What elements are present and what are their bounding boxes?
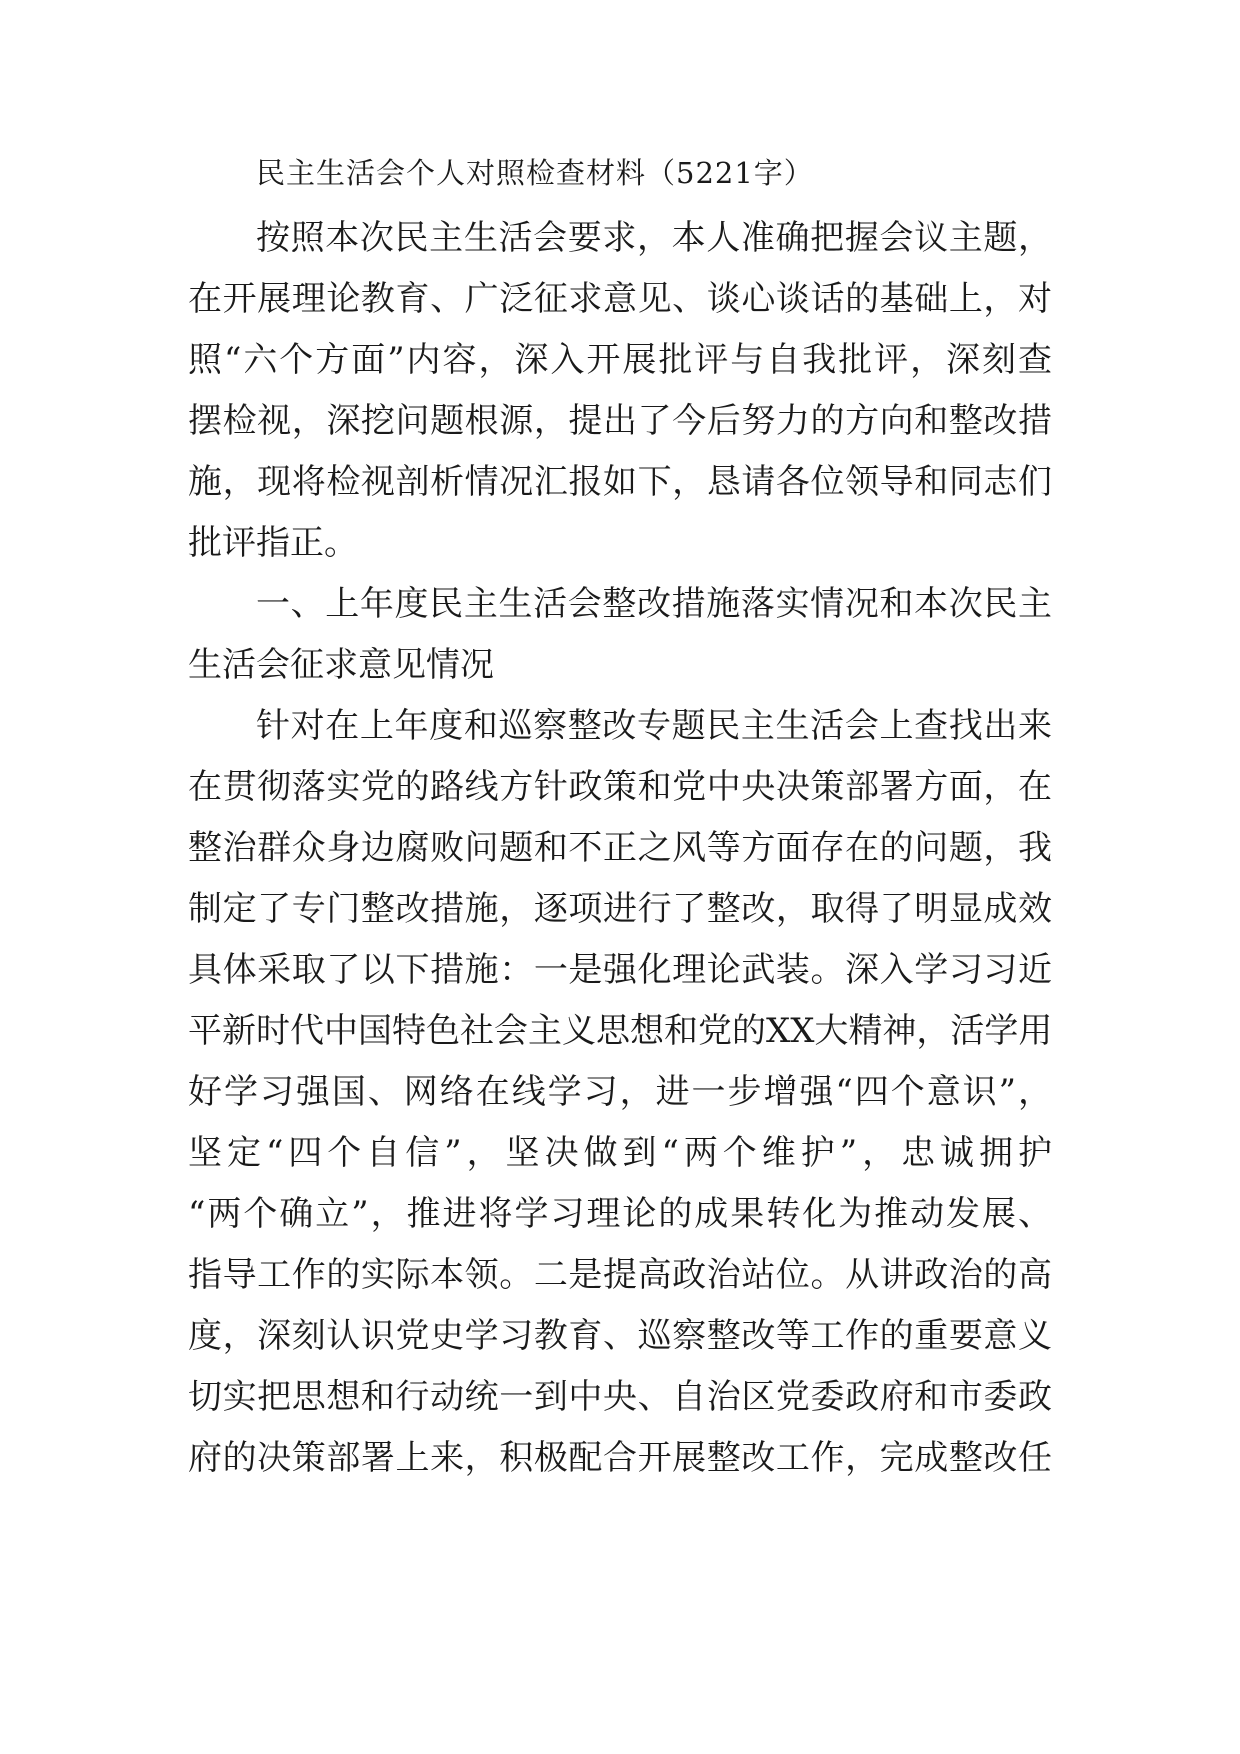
body-line-12: 切实把思想和行动统一到中央、自治区党委政府和市委政: [188, 1377, 1052, 1417]
intro-line-5: 施，现将检视剖析情况汇报如下，恳请各位领导和同志们: [188, 462, 1052, 502]
body-line-10: 指导工作的实际本领。二是提高政治站位。从讲政治的高: [188, 1255, 1052, 1295]
body-line-11: 度，深刻认识党史学习教育、巡察整改等工作的重要意义: [188, 1316, 1052, 1356]
body-line-9: “两个确立”，推进将学习理论的成果转化为推动发展、: [188, 1194, 1052, 1234]
body-line-2: 在贯彻落实党的路线方针政策和党中央决策部署方面，在: [188, 767, 1052, 807]
body-line-8: 坚定“四个自信”，坚决做到“两个维护”，忠诚拥护: [188, 1133, 1052, 1173]
section-heading-line-2: 生活会征求意见情况: [188, 645, 494, 685]
body-line-5: 具体采取了以下措施：一是强化理论武装。深入学习习近: [188, 950, 1052, 990]
intro-line-4: 摆检视，深挖问题根源，提出了今后努力的方向和整改措: [188, 401, 1052, 441]
section-heading-line-1: 一、上年度民主生活会整改措施落实情况和本次民主: [256, 584, 1052, 624]
intro-line-6: 批评指正。: [188, 523, 358, 563]
body-line-4: 制定了专门整改措施，逐项进行了整改，取得了明显成效: [188, 889, 1052, 929]
intro-line-3: 照“六个方面”内容，深入开展批评与自我批评，深刻查: [188, 340, 1052, 380]
intro-line-1: 按照本次民主生活会要求，本人准确把握会议主题，: [256, 218, 1052, 258]
intro-line-2: 在开展理论教育、广泛征求意见、谈心谈话的基础上，对: [188, 279, 1052, 319]
body-line-1: 针对在上年度和巡察整改专题民主生活会上查找出来: [256, 706, 1052, 746]
body-line-3: 整治群众身边腐败问题和不正之风等方面存在的问题，我: [188, 828, 1052, 868]
body-line-7: 好学习强国、网络在线学习，进一步增强“四个意识”，: [188, 1072, 1052, 1112]
document-title: 民主生活会个人对照检查材料（5221字）: [256, 156, 814, 190]
body-line-13: 府的决策部署上来，积极配合开展整改工作，完成整改任: [188, 1438, 1052, 1478]
body-line-6: 平新时代中国特色社会主义思想和党的XX大精神，活学用: [188, 1011, 1053, 1051]
